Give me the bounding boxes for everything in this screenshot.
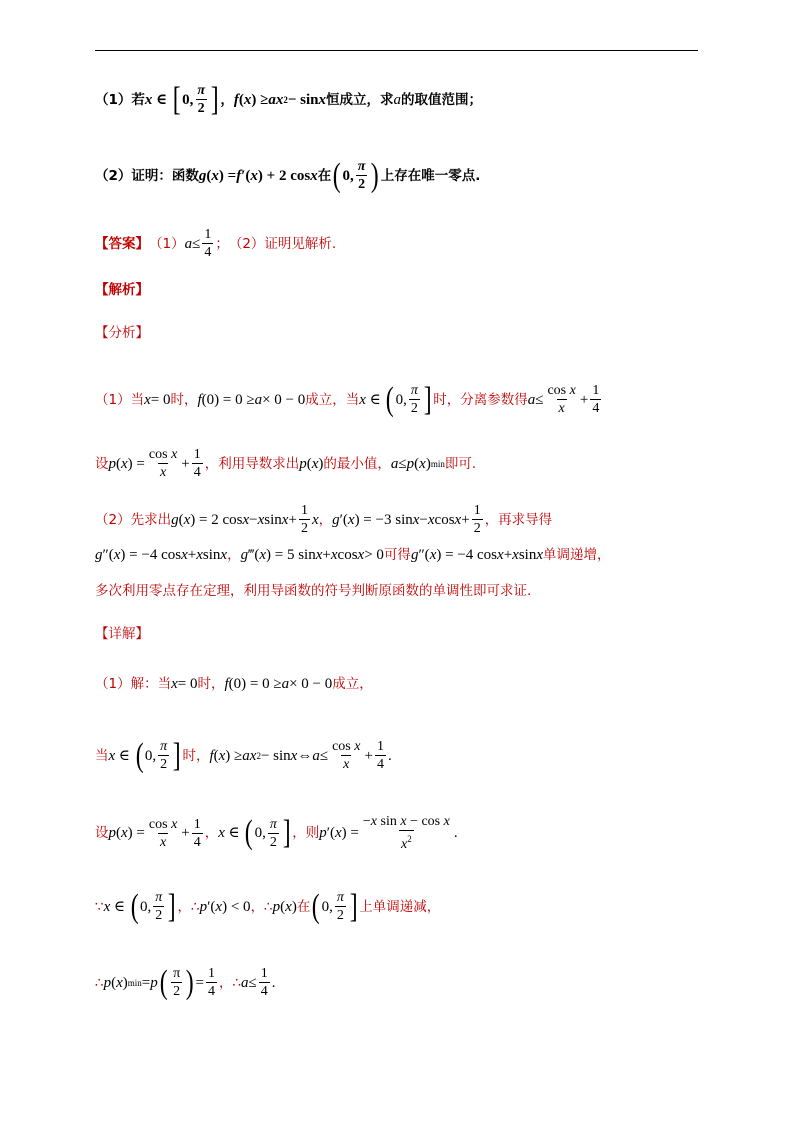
question-1: （1） 若 x ∈ [ 0, $\frac{\pi}{2}$ ] ， f ( x ) ≥ ax 2 − sin x 恒成立，求 a 的取值范围； [95, 80, 482, 118]
question-2: （2） 证明：函数 g ( x ) = f ′( x ) + 2 cos x 在 ( 0, $\frac{\pi}{2}$ ) 上存在唯一零点. [95, 156, 481, 194]
analysis-line-4: g ″( x ) = −4 cos x + x sin x ， g ‴( x ) = 5 sin x + x cos x > 0 可得 g ″( x ) = −4 cos x + x sin x 单调递增， [95, 547, 611, 563]
detail-line-3: 设 p ( x ) = $\frac{\text{cos x}}{x}$ + $\frac{1}{4}$ ， x ∈ ( 0, $\frac{\pi}{2}$ ] ，则 p ′( x ) = $\frac{\text{−x sin x − cos x}}{x^2}$ . [95, 814, 458, 852]
detail-line-1: （1）解：当 x = 0 时， f (0) = 0 ≥ a × 0 − 0 成立， [95, 676, 373, 692]
detail-line-2: 当 x ∈ ( 0, $\frac{\pi}{2}$ ] 时， f ( x ) ≥ ax 2 − sin x ⇔ a ≤ $\frac{\text{cos x}}{x}$ + $\frac{1}{4}$ . [95, 736, 392, 774]
analysis-line-1: （1）当 x = 0 时， f (0) = 0 ≥ a × 0 − 0 成立，当 x ∈ ( 0, $\frac{\pi}{2}$ ] 时，分离参数得 a ≤ $\frac{\text{cos x}}{x}$ + $\frac{1}{4}$ [95, 380, 600, 418]
detail-line-4: ∵ x ∈ ( 0, $\frac{\pi}{2}$ ] ，∴ p ′( x ) < 0 ，∴ p ( x ) 在 ( 0, $\frac{\pi}{2}$ ] 上单调递减， [95, 887, 441, 925]
detail-line-5: ∴ p ( x ) min = p ( $\frac{\pi}{2}$ ) = $\frac{1}{4}$ ，∴ a ≤ $\frac{1}{4}$ . [95, 963, 276, 1001]
analysis-tag: 【解析】 [95, 282, 149, 298]
header-rule [95, 50, 698, 51]
detail-tag: 【详解】 [95, 626, 149, 642]
fenxi-tag: 【分析】 [95, 325, 149, 341]
answer-line: 【答案】 （1） a ≤ $\frac{1}{4}$ ； （2）证明见解析. [95, 227, 337, 260]
analysis-line-2: 设 p ( x ) = $\frac{\text{cos x}}{x}$ + $\frac{1}{4}$ ，利用导数求出 p ( x ) 的最小值， a ≤ p ( x ) min 即可. [95, 447, 477, 480]
analysis-line-3: （2）先求出 g ( x ) = 2 cos x − x sin x + $\frac{1}{2}$ x ， g ′( x ) = −3 sin x − x cos x + $\frac{1}{2}$ ，再求导得 [95, 503, 553, 536]
analysis-line-5: 多次利用零点存在定理，利用导函数的符号判断原函数的单调性即可求证. [95, 583, 532, 599]
